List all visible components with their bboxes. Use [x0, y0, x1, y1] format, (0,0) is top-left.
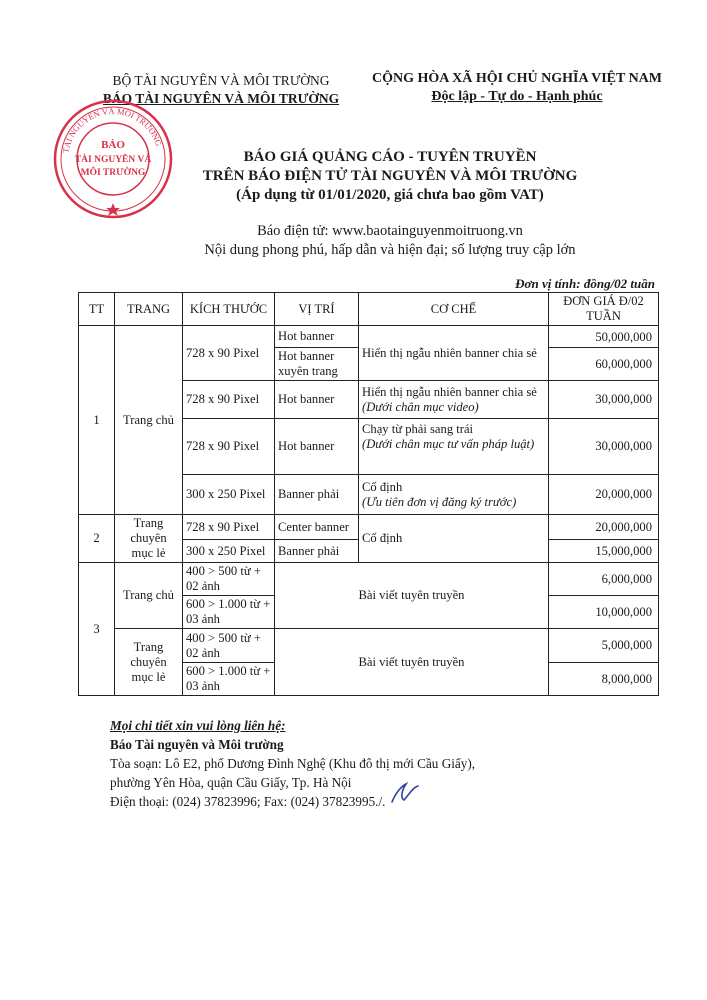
- contact-address-2: phường Yên Hòa, quận Cầu Giấy, Tp. Hà Nội: [110, 775, 352, 790]
- s2-mech: Cố định: [359, 515, 549, 563]
- s3-price-1: 6,000,000: [549, 563, 659, 596]
- s3-size-4: 600 > 1.000 từ + 03 ảnh: [183, 663, 275, 696]
- website-line: Báo điện tử: www.baotainguyenmoitruong.vn: [257, 223, 523, 239]
- s3-price-2: 10,000,000: [549, 596, 659, 629]
- s2-price-1: 20,000,000: [549, 515, 659, 540]
- s1-price-3: 30,000,000: [549, 381, 659, 419]
- s3-page-cat: Trang chuyên mục lẻ: [115, 629, 183, 696]
- price-table: [78, 292, 659, 696]
- s1-mech-4: [359, 419, 549, 475]
- s2-pos-2: Banner phải: [275, 540, 359, 563]
- s3-price-3: 5,000,000: [549, 629, 659, 663]
- contact-org: Báo Tài nguyên và Môi trường: [110, 737, 284, 752]
- contact-phone: Điện thoại: (024) 37823996; Fax: (024) 37823995./.: [110, 794, 386, 809]
- s2-price-2: 15,000,000: [549, 540, 659, 563]
- national-motto: Độc lập - Tự do - Hạnh phúc: [431, 89, 603, 104]
- contact-address-1: Tòa soạn: Lô E2, phố Dương Đình Nghệ (Khu đô thị mới Cầu Giấy),: [110, 756, 476, 771]
- s3-page-home: Trang chủ: [115, 563, 183, 629]
- description-line: Nội dung phong phú, hấp dẫn và hiện đại; số lượng truy cập lớn: [204, 242, 576, 258]
- title-line-2: TRÊN BÁO ĐIỆN TỬ TÀI NGUYÊN VÀ MÔI TRƯỜNG: [202, 168, 578, 184]
- s1-mech-4-text: Chạy từ phải sang trái: [362, 422, 474, 436]
- document-title: [120, 148, 660, 205]
- handwritten-signature: [388, 778, 422, 808]
- table-row: [79, 629, 659, 663]
- s1-size-5: 300 x 250 Pixel: [183, 475, 275, 515]
- s1-page: Trang chủ: [115, 326, 183, 515]
- stamp-star-icon: [106, 203, 120, 216]
- s2-tt: 2: [79, 515, 115, 563]
- s3-size-1: 400 > 500 từ + 02 ảnh: [183, 563, 275, 596]
- s1-pos-1: Hot banner: [275, 326, 359, 348]
- s1-mech-3-note: (Dưới chân mục video): [362, 399, 479, 414]
- table-row: [79, 326, 659, 348]
- header-page: TRANG: [115, 293, 183, 326]
- title-line-3: (Áp dụng từ 01/01/2020, giá chưa bao gồm VAT): [236, 187, 544, 203]
- s1-mech-3-text: Hiển thị ngẫu nhiên banner chia sẻ: [362, 384, 537, 399]
- s1-size-3: 728 x 90 Pixel: [183, 381, 275, 419]
- republic-header: [352, 70, 682, 106]
- title-line-1: BÁO GIÁ QUẢNG CÁO - TUYÊN TRUYỀN: [243, 149, 537, 165]
- contact-lead: Mọi chi tiết xin vui lòng liên hệ:: [110, 718, 286, 733]
- s3-content-2: Bài viết tuyên truyền: [275, 629, 549, 696]
- s3-size-2: 600 > 1.000 từ + 03 ảnh: [183, 596, 275, 629]
- s2-size-2: 300 x 250 Pixel: [183, 540, 275, 563]
- unit-note: Đơn vị tính: đồng/02 tuần: [515, 276, 655, 291]
- ministry-name: BỘ TÀI NGUYÊN VÀ MÔI TRƯỜNG: [112, 73, 330, 88]
- header-size: KÍCH THƯỚC: [183, 293, 275, 326]
- s1-pos-2: Hot banner xuyên trang: [275, 348, 359, 381]
- table-row: [79, 563, 659, 596]
- s1-mech-1: Hiển thị ngẫu nhiên banner chia sẻ: [359, 326, 549, 381]
- s1-mech-3: [359, 381, 549, 419]
- table-row: [79, 515, 659, 540]
- s2-size-1: 728 x 90 Pixel: [183, 515, 275, 540]
- s1-mech-5: [359, 475, 549, 515]
- s3-price-4: 8,000,000: [549, 663, 659, 696]
- stamp-line-2: TÀI NGUYÊN VÀ: [74, 155, 152, 165]
- s2-page: Trang chuyên mục lẻ: [115, 515, 183, 563]
- s1-price-2: 60,000,000: [549, 348, 659, 381]
- s1-size-4: 728 x 90 Pixel: [183, 419, 275, 475]
- s1-pos-3: Hot banner: [275, 381, 359, 419]
- stamp-line-1: BÁO: [101, 139, 125, 151]
- stamp-line-3: MÔI TRƯỜNG: [80, 168, 146, 178]
- s1-size-1: 728 x 90 Pixel: [183, 326, 275, 381]
- table-header-row: [79, 293, 659, 326]
- stamp-ring-text: TÀI NGUYÊN VÀ MÔI TRƯỜNG: [60, 105, 164, 154]
- s1-pos-5: Banner phải: [275, 475, 359, 515]
- s1-mech-4-note: (Dưới chân mục tư vấn pháp luật): [362, 437, 535, 451]
- s3-content-1: Bài viết tuyên truyền: [275, 563, 549, 629]
- s1-price-1: 50,000,000: [549, 326, 659, 348]
- header-mechanism: CƠ CHẾ: [359, 293, 549, 326]
- header-price: ĐƠN GIÁ Đ/02 TUẦN: [549, 293, 659, 326]
- header-position: VỊ TRÍ: [275, 293, 359, 326]
- s3-tt: 3: [79, 563, 115, 696]
- org-name: BÁO TÀI NGUYÊN VÀ MÔI TRƯỜNG: [102, 91, 340, 106]
- s1-price-4: 30,000,000: [549, 419, 659, 475]
- s1-tt: 1: [79, 326, 115, 515]
- intro-block: [120, 222, 660, 260]
- republic-name: CỘNG HÒA XÃ HỘI CHỦ NGHĨA VIỆT NAM: [371, 71, 662, 86]
- s3-size-3: 400 > 500 từ + 02 ảnh: [183, 629, 275, 663]
- header-tt: TT: [79, 293, 115, 326]
- s1-price-5: 20,000,000: [549, 475, 659, 515]
- s2-pos-1: Center banner: [275, 515, 359, 540]
- s1-mech-5-note: (Ưu tiên đơn vị đăng ký trước): [362, 494, 517, 509]
- s1-mech-5-text: Cố định: [362, 479, 403, 494]
- s1-pos-4: Hot banner: [275, 419, 359, 475]
